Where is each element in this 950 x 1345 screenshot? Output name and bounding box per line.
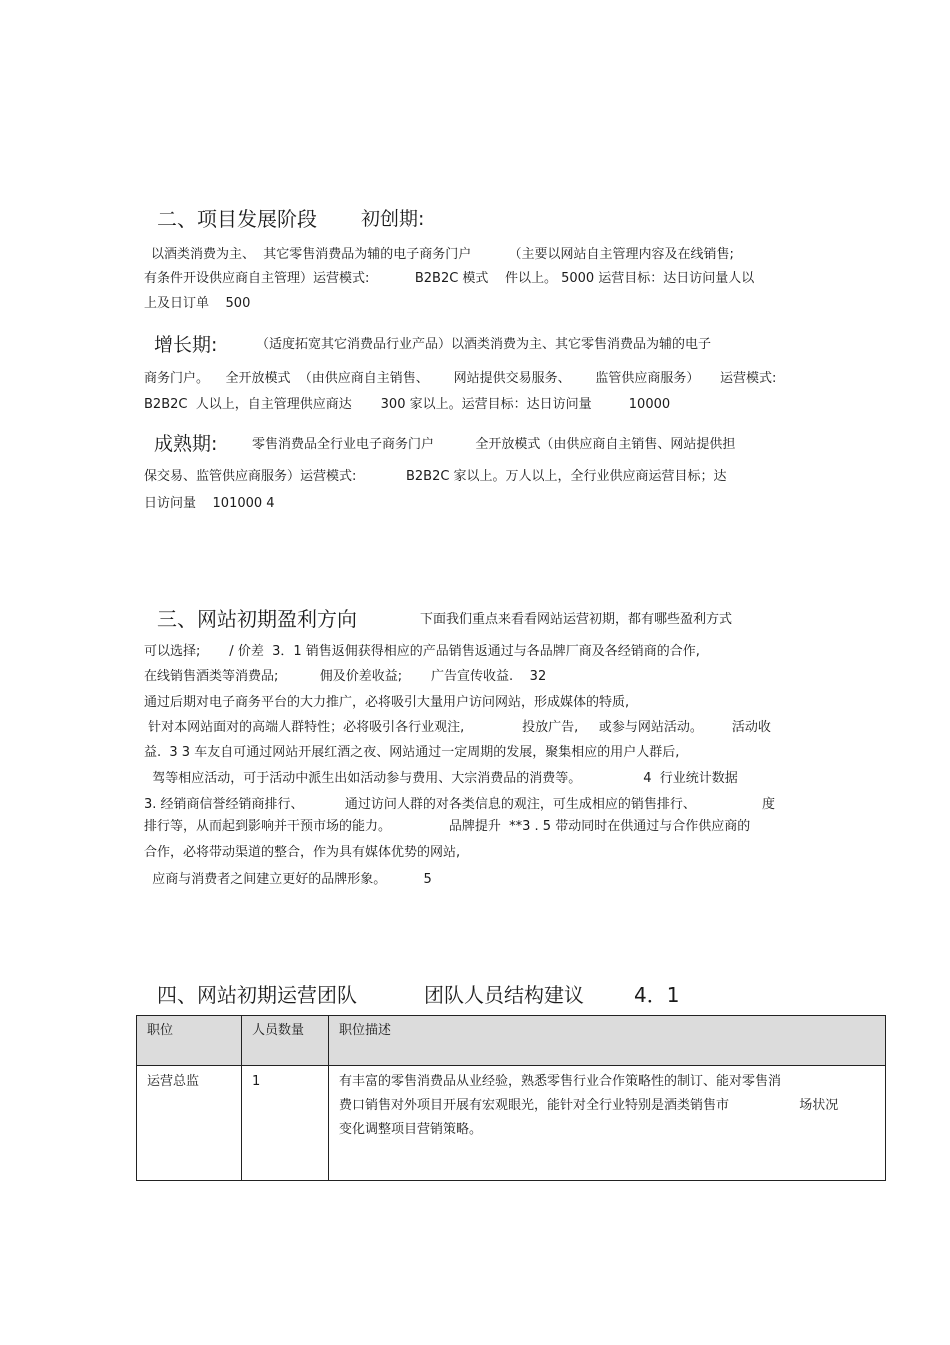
section-3-line: 可以选择; / 价差 3．1 销售返佣获得相应的产品销售返通过与各品牌厂商及各经销商的合作,: [144, 644, 700, 659]
section-3-line: 3. 经销商信誉经销商排行、 通过访问人群的对各类信息的观注，可生成相应的销售排行、 度: [144, 797, 775, 812]
mature-stage-title: 成熟期:: [154, 433, 218, 455]
table-row: [137, 1066, 886, 1181]
section-3-line: 排行等，从而起到影响并干预市场的能力。 品牌提升 **3 . 5 带动同时在供通过与合作供应商的: [144, 819, 751, 834]
growth-line: B2B2C 人以上，自主管理供应商达 300 家以上。运营目标：达日访问量 10000: [144, 397, 671, 412]
section-2-heading: 二、项目发展阶段: [157, 207, 317, 231]
section-4-heading: 四、网站初期运营团队: [157, 983, 357, 1007]
mature-line: 日访问量 101000 4: [144, 496, 275, 511]
section-3-line: 针对本网站面对的高端人群特性；必将吸引各行业观注, 投放广告, 或参与网站活动。 活动收: [144, 720, 771, 735]
description-line: 变化调整项目营销策略。: [339, 1122, 483, 1137]
cell-position: 运营总监: [137, 1066, 242, 1181]
section-3-line: 益. 3 3 车友自可通过网站开展红酒之夜、网站通过一定周期的发展，聚集相应的用户人群后,: [144, 745, 680, 760]
section-4-subheading: 团队人员结构建议: [424, 983, 584, 1007]
section-3-line: 应商与消费者之间建立更好的品牌形象。 5: [144, 872, 432, 887]
section-3-line: 驾等相应活动，可于活动中派生出如活动参与费用、大宗消费品的消费等。 4 行业统计数据: [144, 771, 738, 786]
cell-count: 1: [242, 1066, 329, 1181]
startup-stage-title: 初创期:: [361, 208, 425, 230]
table-header-row: [137, 1016, 886, 1066]
section-4-number: 4．1: [634, 983, 680, 1007]
growth-line: 商务门户。 全开放模式 （由供应商自主销售、 网站提供交易服务、 监管供应商服务） 运营模式:: [144, 371, 777, 386]
startup-line: 以酒类消费为主、 其它零售消费品为辅的电子商务门户 （主要以网站自主管理内容及在线销售;: [151, 247, 734, 262]
cell-description: [329, 1066, 886, 1181]
startup-line: 有条件开设供应商自主管理）运营模式: B2B2C 模式 件以上。 5000 运营目标：达日访问量人以: [144, 271, 755, 286]
growth-stage-title: 增长期:: [154, 334, 218, 356]
header-count: 人员数量: [242, 1016, 329, 1066]
team-structure-table: [136, 1015, 886, 1181]
mature-line: 保交易、监管供应商服务）运营模式: B2B2C 家以上。万人以上，全行业供应商运营目标；达: [144, 469, 727, 484]
section-3-line: 通过后期对电子商务平台的大力推广，必将吸引大量用户访问网站，形成媒体的特质,: [144, 695, 630, 710]
header-description: 职位描述: [329, 1016, 886, 1066]
mature-line: 零售消费品全行业电子商务门户 全开放模式（由供应商自主销售、网站提供担: [252, 437, 736, 452]
section-3-line: 在线销售酒类等消费品; 佣及价差收益; 广告宣传收益. 32: [144, 669, 547, 684]
description-line: 有丰富的零售消费品从业经验，熟悉零售行业合作策略性的制订、能对零售消: [339, 1074, 782, 1089]
section-3-line: 合作，必将带动渠道的整合，作为具有媒体优势的网站,: [144, 845, 461, 860]
section-3-intro: 下面我们重点来看看网站运营初期，都有哪些盈利方式: [420, 612, 733, 627]
header-position: 职位: [137, 1016, 242, 1066]
startup-line: 上及日订单 500: [144, 296, 251, 311]
section-3-heading: 三、网站初期盈利方向: [157, 607, 357, 631]
growth-line: （适度拓宽其它消费品行业产品）以酒类消费为主、其它零售消费品为辅的电子: [256, 337, 712, 352]
description-line: 费口销售对外项目开展有宏观眼光，能针对全行业特别是酒类销售市 场状况: [339, 1098, 839, 1113]
